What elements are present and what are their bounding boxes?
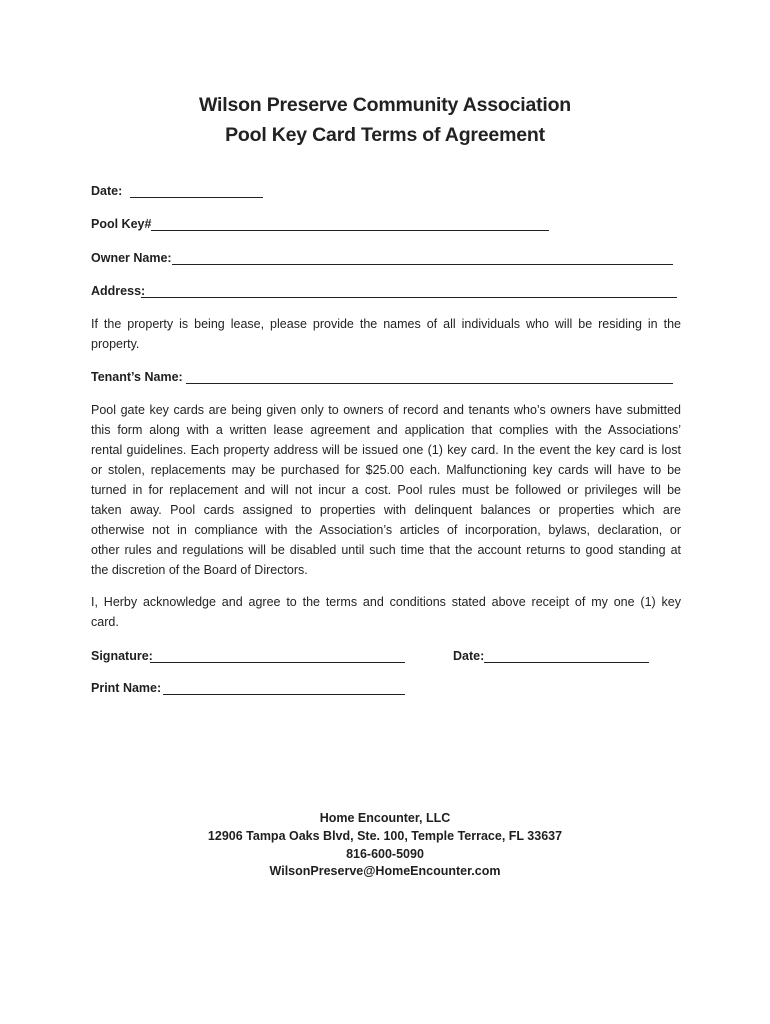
agreement-title: Pool Key Card Terms of Agreement	[225, 124, 545, 146]
terms-line: Pool gate key cards are being given only to owners of record and tenants who’s owners have submitted	[91, 403, 681, 417]
signature-label: Signature:	[91, 649, 153, 663]
owner-name-line[interactable]	[172, 264, 673, 265]
lease-note-line: property.	[91, 337, 140, 351]
tenant-name-label: Tenant’s Name:	[91, 370, 183, 384]
address-field	[91, 284, 145, 298]
acknowledgement-line: card.	[91, 615, 119, 629]
owner-name-field	[91, 251, 172, 265]
lease-note-paragraph	[91, 314, 681, 354]
date-field	[91, 184, 122, 198]
terms-line: rental guidelines. Each property address will be issued one (1) key card. In the event the key card is lost	[91, 443, 681, 457]
address-label: Address:	[91, 284, 146, 298]
terms-line: this form along with a written lease agreement and application that complies with the Associations’	[91, 423, 681, 437]
acknowledgement-paragraph	[91, 592, 681, 632]
terms-line: otherwise not in compliance with the Association’s articles of incorporation, bylaws, declaration, or	[91, 523, 681, 537]
date-label: Date:	[91, 184, 123, 198]
print-name-field	[91, 681, 161, 695]
terms-paragraph	[91, 400, 681, 580]
owner-name-label: Owner Name:	[91, 251, 172, 265]
terms-line: or stolen, replacements may be purchased for $25.00 each. Malfunctioning key cards will have to be	[91, 463, 681, 477]
address-line[interactable]	[141, 297, 677, 298]
tenant-name-field	[91, 370, 183, 384]
print-name-label: Print Name:	[91, 681, 162, 695]
pool-key-line[interactable]	[151, 230, 549, 231]
footer-phone: 816-600-5090	[346, 847, 424, 861]
pool-key-label: Pool Key#	[91, 217, 152, 231]
signature-line[interactable]	[150, 662, 405, 663]
terms-line: turned in for replacement and will not incur a cost. Pool rules must be followed or privileges will be	[91, 483, 681, 497]
footer-company: Home Encounter, LLC	[319, 811, 451, 825]
terms-line: the discretion of the Board of Directors.	[91, 563, 308, 577]
date-line[interactable]	[130, 197, 263, 198]
association-title: Wilson Preserve Community Association	[198, 94, 572, 116]
signature-date-line[interactable]	[484, 662, 649, 663]
lease-note-line: If the property is being lease, please provide the names of all individuals who will be residing in the	[91, 317, 681, 331]
terms-line: taken away. Pool cards assigned to properties with delinquent balances or properties which are	[91, 503, 681, 517]
signature-date-label: Date:	[453, 649, 485, 663]
pool-key-field	[91, 217, 151, 231]
tenant-name-line[interactable]	[186, 383, 673, 384]
signature-date-field	[453, 649, 484, 663]
print-name-line[interactable]	[163, 694, 405, 695]
acknowledgement-line: I, Herby acknowledge and agree to the terms and conditions stated above receipt of my one (1) key	[91, 595, 681, 609]
footer-email[interactable]: WilsonPreserve@HomeEncounter.com	[269, 864, 501, 878]
footer-address: 12906 Tampa Oaks Blvd, Ste. 100, Temple Terrace, FL 33637	[207, 829, 563, 843]
signature-field	[91, 649, 153, 663]
terms-line: other rules and regulations will be disabled until such time that the account returns to good standing at	[91, 543, 681, 557]
